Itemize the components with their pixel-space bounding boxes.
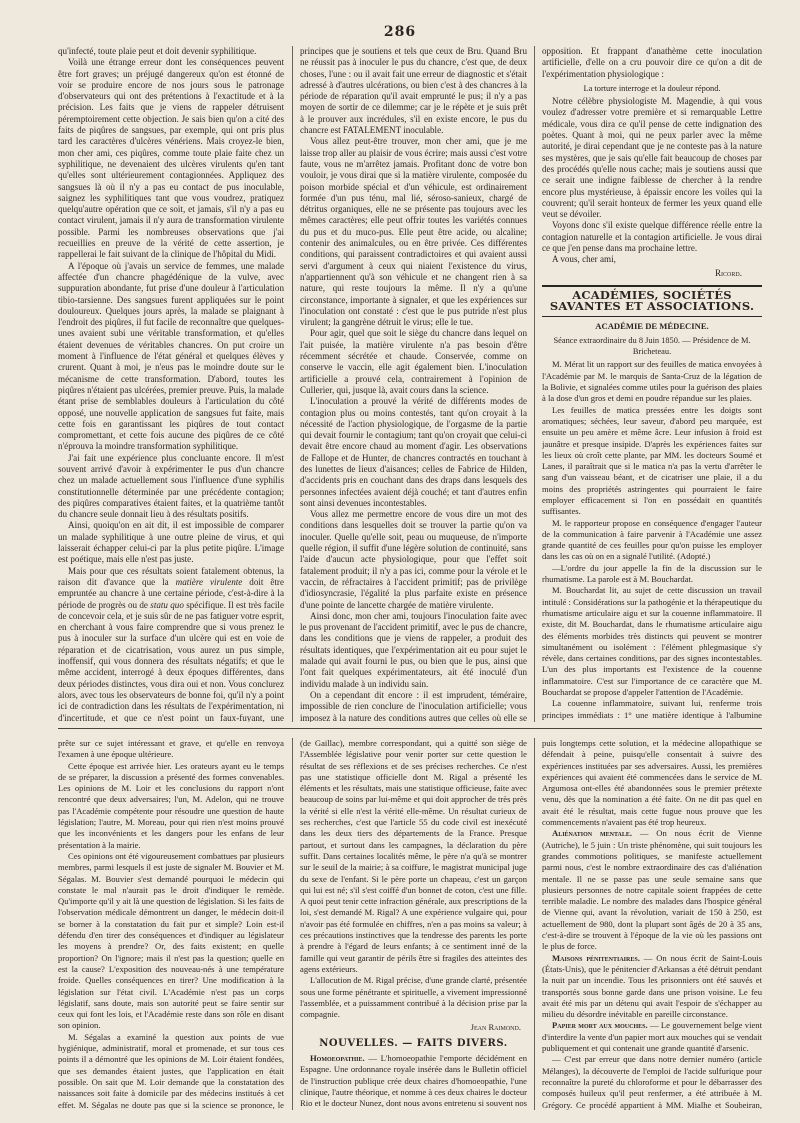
quote-line: La torture interroge et la douleur répond. (583, 83, 721, 93)
italic-text: matière virulente (175, 576, 243, 587)
paragraph: Les feuilles de matica pressées entre les doigts sont aromatiques; séchées, leur saveur, d'abord peu marquée, est ensuite un peu amère et même âcre. Leur infusion à froid est jaunâtre et presque insipide. D'après les expériences faites sur les lieux où croît cette plante, par MM. les docteurs Soumé et Lanes, il paraîtrait que si le matica n'a pas la vertu d'arrêter le sang d'un vaisseau béant, et de cicatriser une plaie, il a du moins des propriétés astringentes qui pourraient le faire employer efficacement si l'on en possédait en quantités suffisantes. (542, 404, 762, 517)
paragraph: M. Bouchardat lit, au sujet de cette discussion un travail intitulé : Considérations sur la pathogénie et la thérapeutique du rhumatisme articulaire aigu et sur la couenne inflammatoire. Il existe, dit M. Bouchardat, dans le rhumatisme articulaire aigu des éléments morbides très distincts qui peuvent se montrer simultanément ou isolément : l'élément phlegmasique s'y révèle, dans certaines conditions, par des signes incontestables. L'un des plus importants est l'existence de la couenne inflammatoire. C'est sur l'importance de ce caractère que M. Bouchardat se propose d'appeler l'attention de l'Académie. (542, 585, 762, 698)
paragraph: L'inoculation a prouvé la vérité de différents modes de contagion plus ou moins contestés, tant qu'on croyait à la nécessité de l'action physiologique, de l'orgasme de la partie qui devait fournir le contagium; tant qu'on croyait que celui-ci devait être encore chaud au moment d'agir. Les observations de Fallope et de Hunter, de chancres contractés en touchant à des lunettes de lieux d'aisances; celles de Fabrice de Hilden, d'accidents pris en couchant dans des draps dans lesquels des personnes infectées avaient déjà couché; et tant d'autres enfin sont ainsi devenues incontestables. (300, 396, 527, 508)
paragraph: opposition. Et frappant d'anathème cette inoculation artificielle, d'elle on a cru pouvoir dire ce qu'on a dit de l'expérimentation physiologique : (542, 46, 762, 79)
paragraph: M. Mérat lit un rapport sur des feuilles de matica envoyées à l'Académie par M. le marquis de Santa-Cruz de la légation de la Bolivie, et signalées comme utiles pour la guérison des plaies à la dose d'un gros et demi en poudre répandue sur les plaies. (542, 359, 762, 404)
paragraph: Notre célèbre physiologiste M. Magendie, à qui vous voulez d'adresser votre première et si remarquable Lettre médicale, vous dira ce qu'il pense de cette indignation des poètes. Quant à moi, qui ne peux parler avec la même autorité, je dirai cependant que je ne conteste pas à la nature ses mystères, que je sais qu'elle fait beaucoup de choses par des procédés qu'elle nous cache; mais je soutiens aussi que ce serait une indigne faiblesse de chercher à la rendre encore plus mystérieuse, à épaissir encore les voiles qui la couvrent; qu'il serait honteux de fermer les yeux quand elle veut se dévoiler. (542, 96, 762, 220)
column-divider (534, 46, 535, 722)
paragraph: A vous, cher ami, (552, 254, 616, 265)
text-run: — Le gouvernement belge vient d'interdire la vente d'un papier mort aux mouches qui se vendait publiquement et qui contenait une grande quantité d'arsenic. (542, 1020, 762, 1054)
column-5 (300, 738, 527, 1110)
column-divider (534, 738, 535, 1110)
paragraph: prête sur ce sujet intéressant et grave, et qu'elle en renvoya l'examen à une époque ultérieure. (58, 738, 284, 760)
paragraph (300, 1053, 527, 1110)
paragraph: (de Gaillac), membre correspondant, qui a quitté son siège de l'Assemblée législative pour venir porter sur cette question le résultat de ses réflexions et de ses précises recherches. Ce n'est pas une statistique officielle dont M. Rigal a présenté les éléments et les résultats, mais une statistique officieuse, faite avec beaucoup de soins par lui-même et qui doit approcher de très près la vérité si elle n'est la vérité elle-même. Un résultat curieux de ses recherches, c'est que l'article 55 du code civil est inexécuté dans les deux tiers des départements de la France. Presque partout, et surtout dans les campagnes, la déclaration du père suffit. Dans certaines localités même, le père n'a qu'à se montrer sur le seuil de la mairie; à sa coiffure, le magistrat municipal juge du sexe de l'enfant. Si le père porte un chapeau, c'est un garçon qui lui est né; s'il s'est coiffé d'un bonnet de coton, c'est une fille. A quoi peut tenir cette infraction générale, aux prescriptions de la loi, s'est demandé M. Rigal? A une expérience vulgaire qui, pour n'avoir pas été formulée en chiffres, n'en a pas moins sa valeur; à ces précautions instinctives que la tendresse des parents les porte à prendre à l'égard de leurs enfants; à ce sentiment inné de la famille qui veut garantir de périls être si fragiles des atteintes des agens extérieurs. (300, 738, 527, 974)
session-line: Séance extraordinaire du 8 Juin 1850. — Présidence de M. Bricheteau. (553, 335, 751, 357)
paragraph (542, 953, 762, 1021)
paragraph: J'ai fait une expérience plus concluante encore. Il m'est souvent arrivé d'avoir à expérimenter le pus d'un chancre chez un malade actuellement sous l'influence d'une syphilis constitutionnelle déterminée par une précédente contagion; des piqûres comparatives étaient faites, et la quatrième tantôt du chancre seule donnait lieu à des résultats positifs. (58, 452, 284, 520)
text-run: — On nous écrit de Saint-Louis (États-Unis), que le pénitencier d'Arkansas a été détruit pendant la nuit par un incendie. Tous les prisonniers ont été sauvés et transportés sous bonne garde dans une prison voisine. Le feu avait été mis par un détenu qui avait l'espoir de s'échapper au milieu du désordre inévitable en pareille circonstance. (542, 952, 762, 1020)
text-run: — L'homoeopathie l'emporte décidément en Espagne. Une ordonnance royale insérée dans le Bulletin officiel de l'instruction publique crée deux chaires d'homoeopathie, l'une clinique, l'autre théorique, et nomme à ces deux chaires le docteur Rio et le docteur Nunez, dont nous avons entretenu si souvent nos (300, 1053, 527, 1109)
paragraph (542, 1020, 762, 1054)
paragraph: Voyons donc s'il existe quelque différence réelle entre la contagion naturelle et la contagion artificielle. Je vous dirai ce que j'en pense dans ma prochaine lettre. (542, 220, 762, 254)
paragraph: Pour agir, quel que soit le siège du chancre dans lequel on l'ait puisée, la matière virulente n'a pas besoin d'être récemment sécrétée et chaude. Conservée, comme on conserve le vaccin, elle agit également bien. L'inoculation artificielle a prouvé cela, contrairement à l'opinion de Cullerier, qui, jusque là, avait cours dans la science. (300, 328, 527, 395)
paragraph: puis longtemps cette solution, et la médecine allopathique se défendait à peine, puisqu'elle consentait à suivre des expériences instituées par ses adversaires. Aussi, les premières expériences qui avaient été commencées dans le service de M. Argumosa ont-elles été abandonnées sous le premier prétexte venu, dès que la nomination a été faite. On ne dit pas quel en avait été le résultat, mais cette fugue nous prouve que les commencements n'avaient pas été trop heureux. (542, 738, 762, 828)
paragraph: principes que je soutiens et tels que ceux de Bru. Quand Bru ne réussit pas à inoculer le pus du chancre, c'est que, de deux choses, l'une : ou il avait fait une erreur de diagnostic et s'était adressé à d'autres ulcérations, ou bien c'est à des chancres à la période de réparation qu'il avait emprunté le pus; il n'y a pas moyen de sortir de ce dilemme; car je le répète et je suis prêt à le prouver aux incrédules, s'il en existe encore, le pus du chancre est FATALEMENT inoculable. (300, 46, 527, 136)
horizontal-divider (58, 728, 762, 729)
column-3 (542, 46, 762, 722)
paragraph (58, 566, 284, 722)
paragraph: Ainsi, quoiqu'on en ait dit, il est impossible de comparer un malade syphilitique à une outre pleine de virus, et qui laisserait échapper celui-ci par la plus petite piqûre. L'image est poétique, mais elle n'est pas juste. (58, 520, 284, 565)
paragraph: Voilà une étrange erreur dont les conséquences peuvent être fort graves; un préjugé dangereux qu'on est étonné de voir se produire encore de nos jours sous le patronage d'observateurs qui ont des prétentions à l'exactitude et à la précision. Les faits que je viens de rappeler détruisent péremptoirement cette objection. Je sais bien qu'on a cité des faits de piqûres de sangsues, par exemple, qui ont pris plus tard les caractères d'ulcères vénériens. Mais croyez-le bien, mon cher ami, ces piqûres, comme toute plaie faite chez un syphilitique, ne devenaient des ulcères virulents qu'en tant qu'elles sont ultérieurement contagionnées. Appliquez des sangsues là où il n'y a pas eu contact de pus inoculable, saignez les syphilitiques tant que vous voudrez, pratiquez quelqu'autre opération que ce soit, et jamais, s'il n'y a pas eu contact virulent, jamais il n'y aura de transformation virulente possible. Parmi les nombreuses observations que j'ai recueillies en preuve de la vérité de cette assertion, je rappellerai le fait suivant de la clinique de l'hôpital du Midi. (58, 57, 284, 260)
paragraph: Ces opinions ont été vigoureusement combattues par plusieurs membres, parmi lesquels il est juste de signaler M. Bouvier et M. Ségalas. M. Bouvier s'est demandé pourquoi le médecin qui constate le mal n'aurait pas le droit d'indiquer le remède. Qu'importe qu'il y ait là une question de législation. Si les faits de l'observation médicale démontrent un danger, le médecin doit-il se borner à la constatation du fait pur et simple? Loin est-il défendu d'en tirer des conséquences et d'indiquer au législateur les moyens à prendre? Or, des faits existent; en quelle proportion? On l'ignore; mais il n'est pas la question; quelle en est la cause? L'exposition des nouveau-nés à une température froide. Quelles conséquences en tirer? Une modification à la législation sur l'état civil. L'Académie n'est pas un corps législatif, sans doute, mais son autorité peut se faire sentir sur ceux qui font les lois, et l'Académie reste dans son rôle en disant son opinion. (58, 850, 284, 1031)
italic-text: statu quo (150, 599, 184, 610)
signature: Jean Raimond. (470, 1022, 521, 1033)
paragraph: A l'époque où j'avais un service de femmes, une malade affectée d'un chancre phagédénique de la vulve, avec suppuration abondante, fut prise d'une douleur à l'articulation tibio-tarsienne. Des sangsues furent appliquées sur le point douloureux. Quelques jours après, la malade se plaignant à l'endroit des piqûres, il fut facile de reconnaître que quelques-unes avaient subi une véritable transformation, et qu'elles étaient devenues de véritables chancres. On put croire un moment à l'influence de l'état général et quelques élèves y crurent. Quant à moi, je n'eus pas le moindre doute sur le mécanisme de cette transformation. D'abord, toutes les piqûres n'étaient pas ulcérées, premier preuve. Puis, la malade étant prise de semblables douleurs à l'articulation du côté opposé, une nouvelle application de sangsues fut faite, mais cette fois en garantissant les piqûres de tout contact compromettant, et cette fois aucune des piqûres de ce côté n'éprouva la moindre transformation syphilitique. (58, 260, 284, 452)
column-1 (58, 46, 284, 722)
column-divider (292, 738, 293, 1110)
paragraph: M. Ségalas a examiné la question aux points de vue hygiénique, administratif, moral et promenade, et sur tous ces points il a démontré que les opinions de M. Loir étaient fondées, que ses demandes étaient justes, que l'application en était possible. On sait que M. Loir demande que la constatation des naissances soit faite à domicile par des médecins institués à cet effet. M. Ségalas ne doute pas que si la science se prononce, le (58, 1031, 284, 1110)
paragraph (542, 828, 762, 952)
column-4 (58, 738, 284, 1110)
section-heading: NOUVELLES. — FAITS DIVERS. (319, 1037, 508, 1049)
paragraph: On a cependant dit encore : il est imprudent, téméraire, impossible de rien conclure de l'inoculation artificielle; vous imposez à la nature des conditions autres que celles où elle se (300, 689, 527, 722)
text-run: spécifique. Il est très facile de concevoir cela, et je suis sûr de ne pas fatiguer votre esprit, en cherchant à vous faire comprendre que si vous prenez le pus à inoculer sur la surface d'un ulcère qui est en voie de réparation et de cicatrisation, vous aurez un pus simple, inoffensif, qui vous donnera des résultats négatifs; et que le même accident, interrogé à deux époques différentes, dans deux périodes distinctes, vous dira oui et non. Vous conclurez alors, avec tous les observateurs de bonne foi, qu'il n'y a point ici de contradiction dans les résultats de l'expérimentation, ni d'incertitude, et que ce n'est point un faux-fuyant, une (58, 599, 284, 722)
paragraph: La couenne inflammatoire, suivant lui, renferme trois principes immédiats : 1° une matière identique à l'albumine (542, 698, 762, 720)
paragraph: Vous allez me permettre encore de vous dire un mot des conditions dans lesquelles doit se trouver la partie qu'on va inoculer. Quelle qu'elle soit, peau ou muqueuse, de n'importe quelle région, il suffit d'une légère solution de continuité, sans l'aide d'aucun acte physiologique, pour que l'effet soit fatalement produit; il n'y a pas ici, comme pour la vérole et le vaccin, de réfractaires à l'accident primitif; pas de privilège d'idiosyncrasie, l'égalité la plus parfaite existe en présence d'une pointe de lancette chargée de matière virulente. (300, 509, 527, 610)
item-lead: Homoeopathie. (310, 1053, 365, 1064)
paragraph: L'allocution de M. Rigal précise, d'une grande clarté, présentée sous une forme pénétrante et spirituelle, a vivement impressionné l'assemblée, et a puissamment contribué à la décision prise par la compagnie. (300, 975, 527, 1020)
column-2 (300, 46, 527, 722)
paragraph: — C'est par erreur que dans notre dernier numéro (article Mélanges), la découverte de l'emploi de l'acide sulfurique pour reconnaître la pureté du chloroforme et pour le débarrasser des composés huileux qu'il peut renfermer, a été attribuée à M. Grégory. Ce procédé appartient à MM. Mialhe et Soubeiran, (542, 1054, 762, 1110)
paragraph: Cette époque est arrivée hier. Les orateurs ayant eu le temps de se préparer, la discussion a présenté des formes convenables. Les opinions de M. Loir et les conclusions du rapport n'ont rencontré que deux adversaires; l'un, M. Adelon, qui ne trouve pas l'Académie compétente pour résoudre une question de haute législation; l'autre, M. Moreau, pour qui rien n'est moins prouvé que les inconvénients et les dangers pour les enfans de leur présentation à la mairie. (58, 760, 284, 850)
page-number: 286 (383, 24, 417, 40)
text-run: doit être empruntée au chancre à une certaine période, c'est-à-dire à la période de progrès ou de (58, 576, 284, 610)
item-lead: Maisons pénitentiaires. (552, 952, 640, 963)
column-6 (542, 738, 762, 1110)
paragraph: qu'infecté, toute plaie peut et doit devenir syphilitique. (58, 46, 257, 56)
signature: Ricord. (714, 267, 742, 278)
section-heading: ACADÉMIES, SOCIÉTÉS SAVANTES ET ASSOCIATIONS. (542, 285, 762, 317)
column-divider (292, 46, 293, 722)
text-run: — On nous écrit de Vienne (Autriche), le 5 juin : Un triste phénomène, qui suit toujours les grandes commotions politiques, se manifeste actuellement parmi nous, c'est le nombre extraordinaire des cas d'aliénation mentale. Il ne se passe pas une seule semaine sans que plusieurs personnes de notre capitale soient frappées de cette terrible maladie. Le nombre des malades dans l'hospice général de Vienne qui, avant la révolution, variait de 150 à 250, est actuellement de 980, dont la plupart sont âgés de 20 à 35 ans, c'est-à-dire se trouvent à l'époque de la vie où les passions ont le plus de force. (542, 828, 762, 952)
paragraph: —L'ordre du jour appelle la fin de la discussion sur le rhumatisme. La parole est à M. Bouchardat. (542, 562, 762, 585)
paragraph: Ainsi donc, mon cher ami, toujours l'inoculation faite avec le pus provenant de l'accident primitif, avec le pus de chancre, dans les conditions que je viens de rappeler, a produit des résultats identiques, que l'expérimentation ait eu pour sujet le malade qui avait fourni le pus, ou bien que le pus, ainsi que l'ont fait quelques expérimentateurs, ait été inoculé d'un individu malade à un individu sain. (300, 610, 527, 689)
text-run: Mais pour que ces résultats soient fatalement obtenus, la raison dit d'avance que la (58, 565, 284, 587)
paragraph: Vous allez peut-être trouver, mon cher ami, que je me laisse trop aller au plaisir de vous écrire; mais aussi c'est votre faute, vous ne m'arrêtez jamais. Profitant donc de votre bon vouloir, je vous dirai que si la matière virulente, composée du poison morbide spécial et d'un véhicule, est ordinairement formée d'un pus ténu, mal lié, séroso-sanieux, chargé de détritus organiques, elle ne se présente pas toujours avec les mêmes caractères; elle peut offrir toutes les variétés connues du pus et du muco-pus. Elle peut être acide, ou alcaline; contenir des animalcules, ou en être privée. Ces différentes conditions, qui paraissent contradictoires et qui avaient aussi servi d'argument à ceux qui niaient l'existence du virus, n'appartiennent qu'à son véhicule et ne changent rien à sa nature, qui reste toujours la même. Il n'y a qu'une circonstance, importante à signaler, et que les expériences sur l'inoculation ont constaté : c'est que le pus putride n'est plus virulent; la gangrène détruit le virus; elle le tue. (300, 136, 527, 328)
item-lead: Aliénation mentale. (552, 828, 632, 839)
subsection-heading: ACADÉMIE DE MÉDECINE. (595, 320, 709, 331)
item-lead: Papier mort aux mouches. (552, 1020, 648, 1031)
paragraph: M. le rapporteur propose en conséquence d'engager l'auteur de la communication à faire parvenir à l'Académie une assez grande quantité de ces feuilles pour qu'on puisse les employer dans les cas où on en a signalé l'utilité. (Adopté.) (542, 517, 762, 562)
